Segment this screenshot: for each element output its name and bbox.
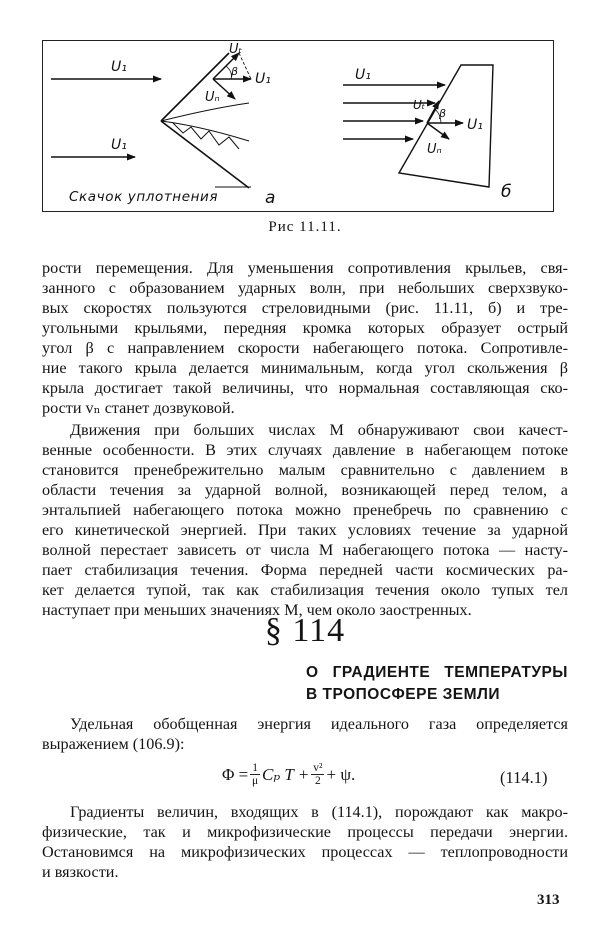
eq-frac2-den: 2 (315, 775, 321, 787)
section-title-line: В ТРОПОСФЕРЕ ЗЕМЛИ (306, 686, 501, 703)
text-line: рости vₙ станет дозвуковой. (42, 399, 235, 417)
panel-a-diagram (51, 42, 275, 208)
text-line: ние такого крыла делается минимальным, когда угол скольжения β (42, 359, 568, 377)
label-v1-bottom: U₁ (111, 137, 127, 153)
figure-11-11 (42, 40, 554, 212)
shock-line-lower (161, 121, 249, 188)
label-beta: β (231, 65, 239, 78)
label-vn-b: Uₙ (427, 142, 442, 157)
label-vt-b: Uₜ (413, 98, 426, 112)
text-line: Удельная обобщенная энергия идеального газа определяется (70, 715, 568, 733)
eq-frac1-den: μ (252, 775, 259, 787)
label-beta-b: β (439, 107, 447, 120)
panel-letter-b: б (501, 182, 512, 202)
eq-term2: + ψ. (326, 764, 356, 784)
label-vn: Uₙ (205, 90, 220, 105)
equation-114-1 (0, 760, 610, 796)
text-line: энтальпией набегающего потока можно пренебречь по сравнению с (42, 501, 568, 519)
eq-term1: Cₚ T + (262, 764, 310, 784)
section-title (306, 662, 568, 706)
velocity-vn-vector-b (427, 123, 449, 139)
wake-turbulence (161, 103, 249, 149)
label-vt: Uₜ (229, 42, 243, 57)
text-line: и вязкости. (42, 863, 119, 881)
panel-letter-a: a (265, 188, 276, 208)
paragraph-energy (42, 714, 568, 754)
eq-fraction-2 (311, 762, 324, 787)
paragraph-swept-wings (42, 258, 568, 418)
eq-frac2-num: v² (313, 762, 323, 774)
label-v1-b-top: U₁ (355, 67, 371, 83)
text-line: наступает при меньших значениях M, чем около заостренных. (42, 601, 472, 619)
text-line: его кинетической энергией. При таких условиях течение за ударной (42, 521, 568, 539)
text-line: угол β с направлением скорости набегающего потока. Сопротивле- (42, 339, 568, 357)
text-line: кет делается тупой, так как стабилизация течения около тупых тел (42, 581, 568, 599)
paragraph-high-mach (42, 420, 568, 620)
text-line: физические, так и микрофизические процессы передачи энергии. (42, 823, 568, 841)
text-line: занного с образованием ударных волн, при небольших сверхзвуко- (42, 279, 568, 297)
text-line: вых скоростях пользуются стреловидными (рис. 11.11, б) и тре- (42, 299, 568, 317)
text-line: области течения за ударной волной, возникающей перед телом, а (42, 481, 568, 499)
text-line: венные особенности. В этих случаях давление в набегающем потоке (42, 441, 568, 459)
figure-caption: Рис 11.11. (268, 219, 342, 235)
text-line: волной перестает зависеть от числа M набегающего потока — насту- (42, 541, 568, 559)
text-line: Градиенты величин, входящих в (114.1), порождают как макро- (70, 803, 568, 821)
shock-line-upper (161, 53, 229, 121)
text-line: угольными крыльями, передняя кромка которых образует острый (42, 319, 568, 337)
shock-wave-caption: Скачок уплотнения (69, 189, 219, 205)
text-line: рости перемещения. Для уменьшения сопротивления крыльев, свя- (42, 259, 568, 277)
section-number: § 114 (264, 612, 346, 649)
eq-lhs: Φ = (222, 764, 249, 784)
equation-number: (114.1) (500, 768, 548, 787)
text-line: выражением (106.9): (42, 735, 185, 753)
paragraph-gradients (42, 802, 568, 882)
equation-body (222, 762, 355, 787)
label-v1-b-right: U₁ (467, 117, 483, 133)
label-v1-right: U₁ (255, 71, 271, 87)
panel-b-diagram (343, 65, 511, 202)
text-line: пает стабилизация течения. Форма передней части космических ра- (42, 561, 568, 579)
text-line: крыла достигает такой величины, что нормальная составляющая ско- (42, 379, 568, 397)
text-line: становится пренебрежительно малым сравнительно с давлением в (42, 461, 568, 479)
section-title-line: О ГРАДИЕНТЕ ТЕМПЕРАТУРЫ (306, 664, 568, 681)
text-line: Движения при больших числах M обнаруживают свои качест- (70, 421, 568, 439)
label-v1-top: U₁ (111, 59, 127, 75)
eq-frac1-num: 1 (252, 762, 259, 774)
page-number: 313 (537, 892, 560, 908)
flow-diagrams-figure (43, 41, 555, 213)
text-line: Остановимся на микрофизических процессах — теплопроводности (42, 843, 568, 861)
eq-fraction-1 (250, 762, 260, 787)
